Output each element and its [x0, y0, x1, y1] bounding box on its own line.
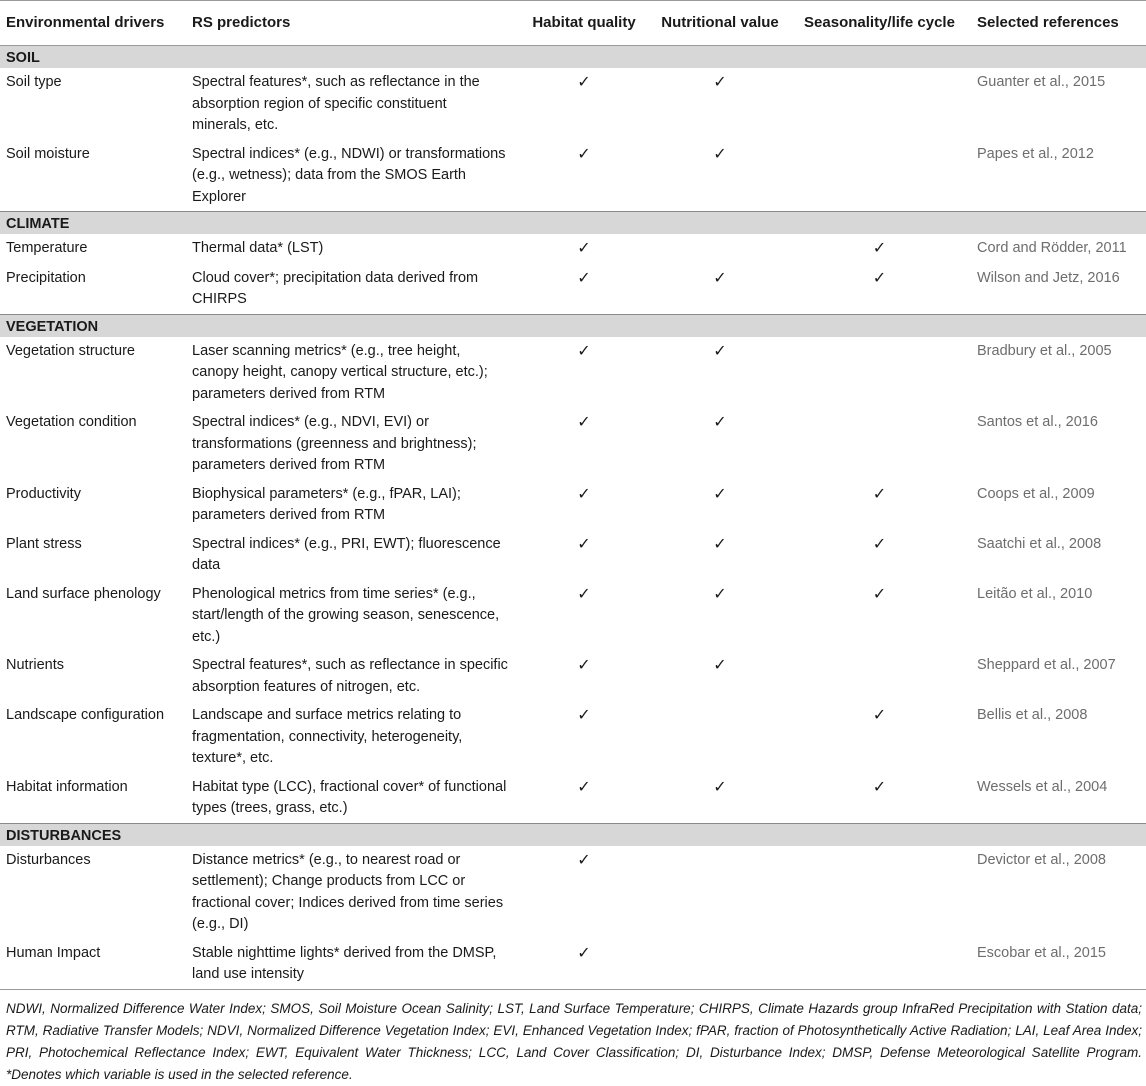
nutritional-value-check-cell: [652, 408, 788, 480]
driver-cell: Precipitation: [6, 269, 86, 286]
table-footnote: NDWI, Normalized Difference Water Index; SMOS, Soil Moisture Ocean Salinity; LST, Land Surface Temperature; CHIRPS, Climate Hazards group InfraRed Precipitation with Station data; RTM, Radiative Transfer Models; NDVI, Normalized Difference Vegetation Index; EVI, Enhanced Vegetation Index; fPAR, fraction of Photosynthetically Active Radiation; LAI, Leaf Area Index; PRI, Photochemical Reflectance Index; EWT, Equivalent Water Thickness; LCC, Land Cover Classification; DI, Disturbance Index; DMSP, Defense Meteorological Satellite Program. *Denotes which variable is used in the selected reference.: [6, 1001, 1142, 1082]
header-selected-references: Selected references: [971, 1, 1146, 46]
header-rs-predictors: RS predictors: [186, 1, 516, 46]
driver-cell: Landscape configuration: [6, 707, 165, 723]
reference-cell: Bellis et al., 2008: [977, 707, 1088, 723]
checkmark-icon: ✓: [872, 778, 887, 796]
reference-cell: Escobar et al., 2015: [971, 939, 1146, 990]
predictors-cell: Laser scanning metrics* (e.g., tree height, canopy height, canopy vertical structure, etc.); parameters derived from RTM: [192, 342, 488, 402]
reference-cell: Devictor et al., 2008: [977, 851, 1106, 868]
nutritional-value-check-cell: [652, 480, 788, 530]
habitat-quality-check-cell: [516, 773, 652, 824]
checkmark-icon: ✓: [872, 240, 887, 257]
checkmark-icon: ✓: [577, 342, 591, 360]
reference-cell: Sheppard et al., 2007: [977, 657, 1116, 673]
reference-cell: Wilson and Jetz, 2016: [977, 269, 1120, 286]
section-row: [0, 212, 1146, 235]
header-seasonality: Seasonality/life cycle: [788, 1, 971, 46]
section-title: VEGETATION: [0, 314, 1146, 337]
predictors-cell: Spectral indices* (e.g., NDVI, EVI) or transformations (greenness and brightness); parameters derived from RTM: [192, 414, 477, 473]
checkmark-icon: ✓: [872, 485, 887, 503]
habitat-quality-check-cell: [516, 580, 652, 652]
seasonality-check-cell: [788, 234, 971, 264]
driver-cell: Plant stress: [6, 535, 82, 552]
nutritional-value-check-cell: [652, 337, 788, 409]
section-row: [0, 46, 1146, 69]
header-environmental-drivers: Environmental drivers: [0, 1, 186, 46]
nutritional-value-check-cell: [652, 234, 788, 264]
nutritional-value-check-cell: [652, 651, 788, 701]
table-row: [0, 140, 1146, 212]
checkmark-icon: ✓: [872, 585, 887, 603]
reference-cell: Coops et al., 2009: [977, 485, 1095, 502]
table-row: [0, 773, 1146, 824]
reference-cell: Santos et al., 2016: [977, 414, 1098, 430]
nutritional-value-check-cell: [652, 530, 788, 580]
seasonality-check-cell: [788, 480, 971, 530]
predictors-cell: Cloud cover*; precipitation data derived from CHIRPS: [192, 269, 479, 307]
checkmark-icon: ✓: [713, 778, 727, 796]
table-header: [0, 1, 1146, 46]
seasonality-check-cell: [788, 264, 971, 315]
nutritional-value-check-cell: [652, 773, 788, 824]
checkmark-icon: ✓: [577, 851, 591, 869]
section-title: DISTURBANCES: [0, 823, 1146, 846]
table-row: [0, 408, 1146, 480]
checkmark-icon: ✓: [577, 145, 591, 163]
checkmark-icon: ✓: [713, 145, 727, 163]
habitat-quality-check-cell: [516, 480, 652, 530]
checkmark-icon: ✓: [713, 657, 727, 674]
habitat-quality-check-cell: [516, 140, 652, 212]
checkmark-icon: ✓: [713, 414, 727, 431]
reference-cell: Wessels et al., 2004: [977, 778, 1108, 795]
seasonality-check-cell: [788, 939, 971, 990]
nutritional-value-check-cell: [652, 580, 788, 652]
table-row: [0, 337, 1146, 409]
section-row: [0, 823, 1146, 846]
habitat-quality-check-cell: [516, 234, 652, 264]
nutritional-value-check-cell: [652, 701, 788, 773]
seasonality-check-cell: [788, 773, 971, 824]
header-nutritional-value: Nutritional value: [652, 1, 788, 46]
seasonality-check-cell: [788, 846, 971, 939]
checkmark-icon: ✓: [577, 485, 591, 503]
table-row: [0, 580, 1146, 652]
habitat-quality-check-cell: [516, 651, 652, 701]
habitat-quality-check-cell: [516, 337, 652, 409]
predictors-cell: Thermal data* (LST): [192, 240, 324, 256]
checkmark-icon: ✓: [872, 707, 887, 724]
checkmark-icon: ✓: [713, 585, 727, 603]
predictors-cell: Spectral indices* (e.g., PRI, EWT); fluorescence data: [192, 535, 501, 573]
driver-cell: Habitat information: [6, 778, 128, 795]
table-row: [0, 530, 1146, 580]
checkmark-icon: ✓: [577, 240, 591, 257]
driver-cell: Nutrients: [6, 657, 65, 673]
habitat-quality-check-cell: [516, 939, 652, 990]
seasonality-check-cell: [788, 651, 971, 701]
table-row: [0, 264, 1146, 315]
driver-cell: Vegetation structure: [6, 342, 135, 359]
checkmark-icon: ✓: [713, 535, 727, 553]
table-row: [0, 846, 1146, 939]
section-title: CLIMATE: [0, 212, 1146, 235]
driver-cell: Human Impact: [0, 939, 186, 990]
predictors-cell: Distance metrics* (e.g., to nearest road or settlement); Change products from LCC or fractional cover; Indices derived from time series (e.g., DI): [192, 851, 504, 932]
seasonality-check-cell: [788, 701, 971, 773]
predictors-cell: Stable nighttime lights* derived from the DMSP, land use intensity: [186, 939, 516, 990]
seasonality-check-cell: [788, 140, 971, 212]
predictors-cell: Habitat type (LCC), fractional cover* of functional types (trees, grass, etc.): [192, 778, 507, 816]
section-title: SOIL: [0, 46, 1146, 69]
habitat-quality-check-cell: [516, 408, 652, 480]
nutritional-value-check-cell: [652, 939, 788, 990]
reference-cell: Guanter et al., 2015: [977, 74, 1106, 90]
reference-cell: Cord and Rödder, 2011: [977, 240, 1127, 256]
predictors-cell: Landscape and surface metrics relating to fragmentation, connectivity, heterogeneity, texture*, etc.: [192, 707, 463, 766]
seasonality-check-cell: [788, 530, 971, 580]
table-body: [0, 46, 1146, 990]
driver-cell: Land surface phenology: [6, 585, 161, 602]
predictors-cell: Spectral features*, such as reflectance in specific absorption features of nitrogen, etc.: [192, 657, 508, 695]
predictors-cell: Phenological metrics from time series* (e.g., start/length of the growing season, senescence, etc.): [192, 585, 500, 645]
checkmark-icon: ✓: [713, 342, 727, 360]
seasonality-check-cell: [788, 408, 971, 480]
nutritional-value-check-cell: [652, 140, 788, 212]
checkmark-icon: ✓: [577, 74, 591, 91]
predictors-cell: Spectral features*, such as reflectance in the absorption region of specific constituent minerals, etc.: [192, 74, 480, 133]
table-row: [0, 68, 1146, 140]
table-row: [0, 651, 1146, 701]
table-row: [0, 234, 1146, 264]
driver-cell: Temperature: [6, 240, 88, 256]
checkmark-icon: ✓: [713, 74, 727, 91]
checkmark-icon: ✓: [577, 944, 591, 962]
checkmark-icon: ✓: [577, 535, 591, 553]
habitat-quality-check-cell: [516, 701, 652, 773]
checkmark-icon: ✓: [872, 535, 887, 553]
header-habitat-quality: Habitat quality: [516, 1, 652, 46]
reference-cell: Saatchi et al., 2008: [977, 535, 1102, 552]
table-row: [0, 480, 1146, 530]
checkmark-icon: ✓: [872, 269, 887, 287]
driver-cell: Disturbances: [6, 851, 91, 868]
checkmark-icon: ✓: [577, 414, 591, 431]
checkmark-icon: ✓: [577, 269, 591, 287]
nutritional-value-check-cell: [652, 68, 788, 140]
section-row: [0, 314, 1146, 337]
nutritional-value-check-cell: [652, 264, 788, 315]
habitat-quality-check-cell: [516, 68, 652, 140]
driver-cell: Vegetation condition: [6, 414, 137, 430]
table-row: [0, 701, 1146, 773]
habitat-quality-check-cell: [516, 530, 652, 580]
reference-cell: Leitão et al., 2010: [977, 585, 1093, 602]
table-row: [0, 939, 1146, 990]
nutritional-value-check-cell: [652, 846, 788, 939]
checkmark-icon: ✓: [577, 778, 591, 796]
checkmark-icon: ✓: [577, 657, 591, 674]
habitat-quality-check-cell: [516, 846, 652, 939]
seasonality-check-cell: [788, 580, 971, 652]
predictors-cell: Spectral indices* (e.g., NDWI) or transformations (e.g., wetness); data from the SMOS Earth Explorer: [192, 145, 506, 205]
driver-cell: Soil type: [6, 74, 62, 90]
reference-cell: Papes et al., 2012: [977, 145, 1094, 162]
habitat-quality-check-cell: [516, 264, 652, 315]
seasonality-check-cell: [788, 68, 971, 140]
reference-cell: Bradbury et al., 2005: [977, 342, 1112, 359]
checkmark-icon: ✓: [577, 585, 591, 603]
predictors-cell: Biophysical parameters* (e.g., fPAR, LAI); parameters derived from RTM: [192, 485, 461, 523]
seasonality-check-cell: [788, 337, 971, 409]
driver-cell: Soil moisture: [6, 145, 90, 162]
checkmark-icon: ✓: [713, 485, 727, 503]
checkmark-icon: ✓: [577, 707, 591, 724]
checkmark-icon: ✓: [713, 269, 727, 287]
driver-cell: Productivity: [6, 485, 81, 502]
